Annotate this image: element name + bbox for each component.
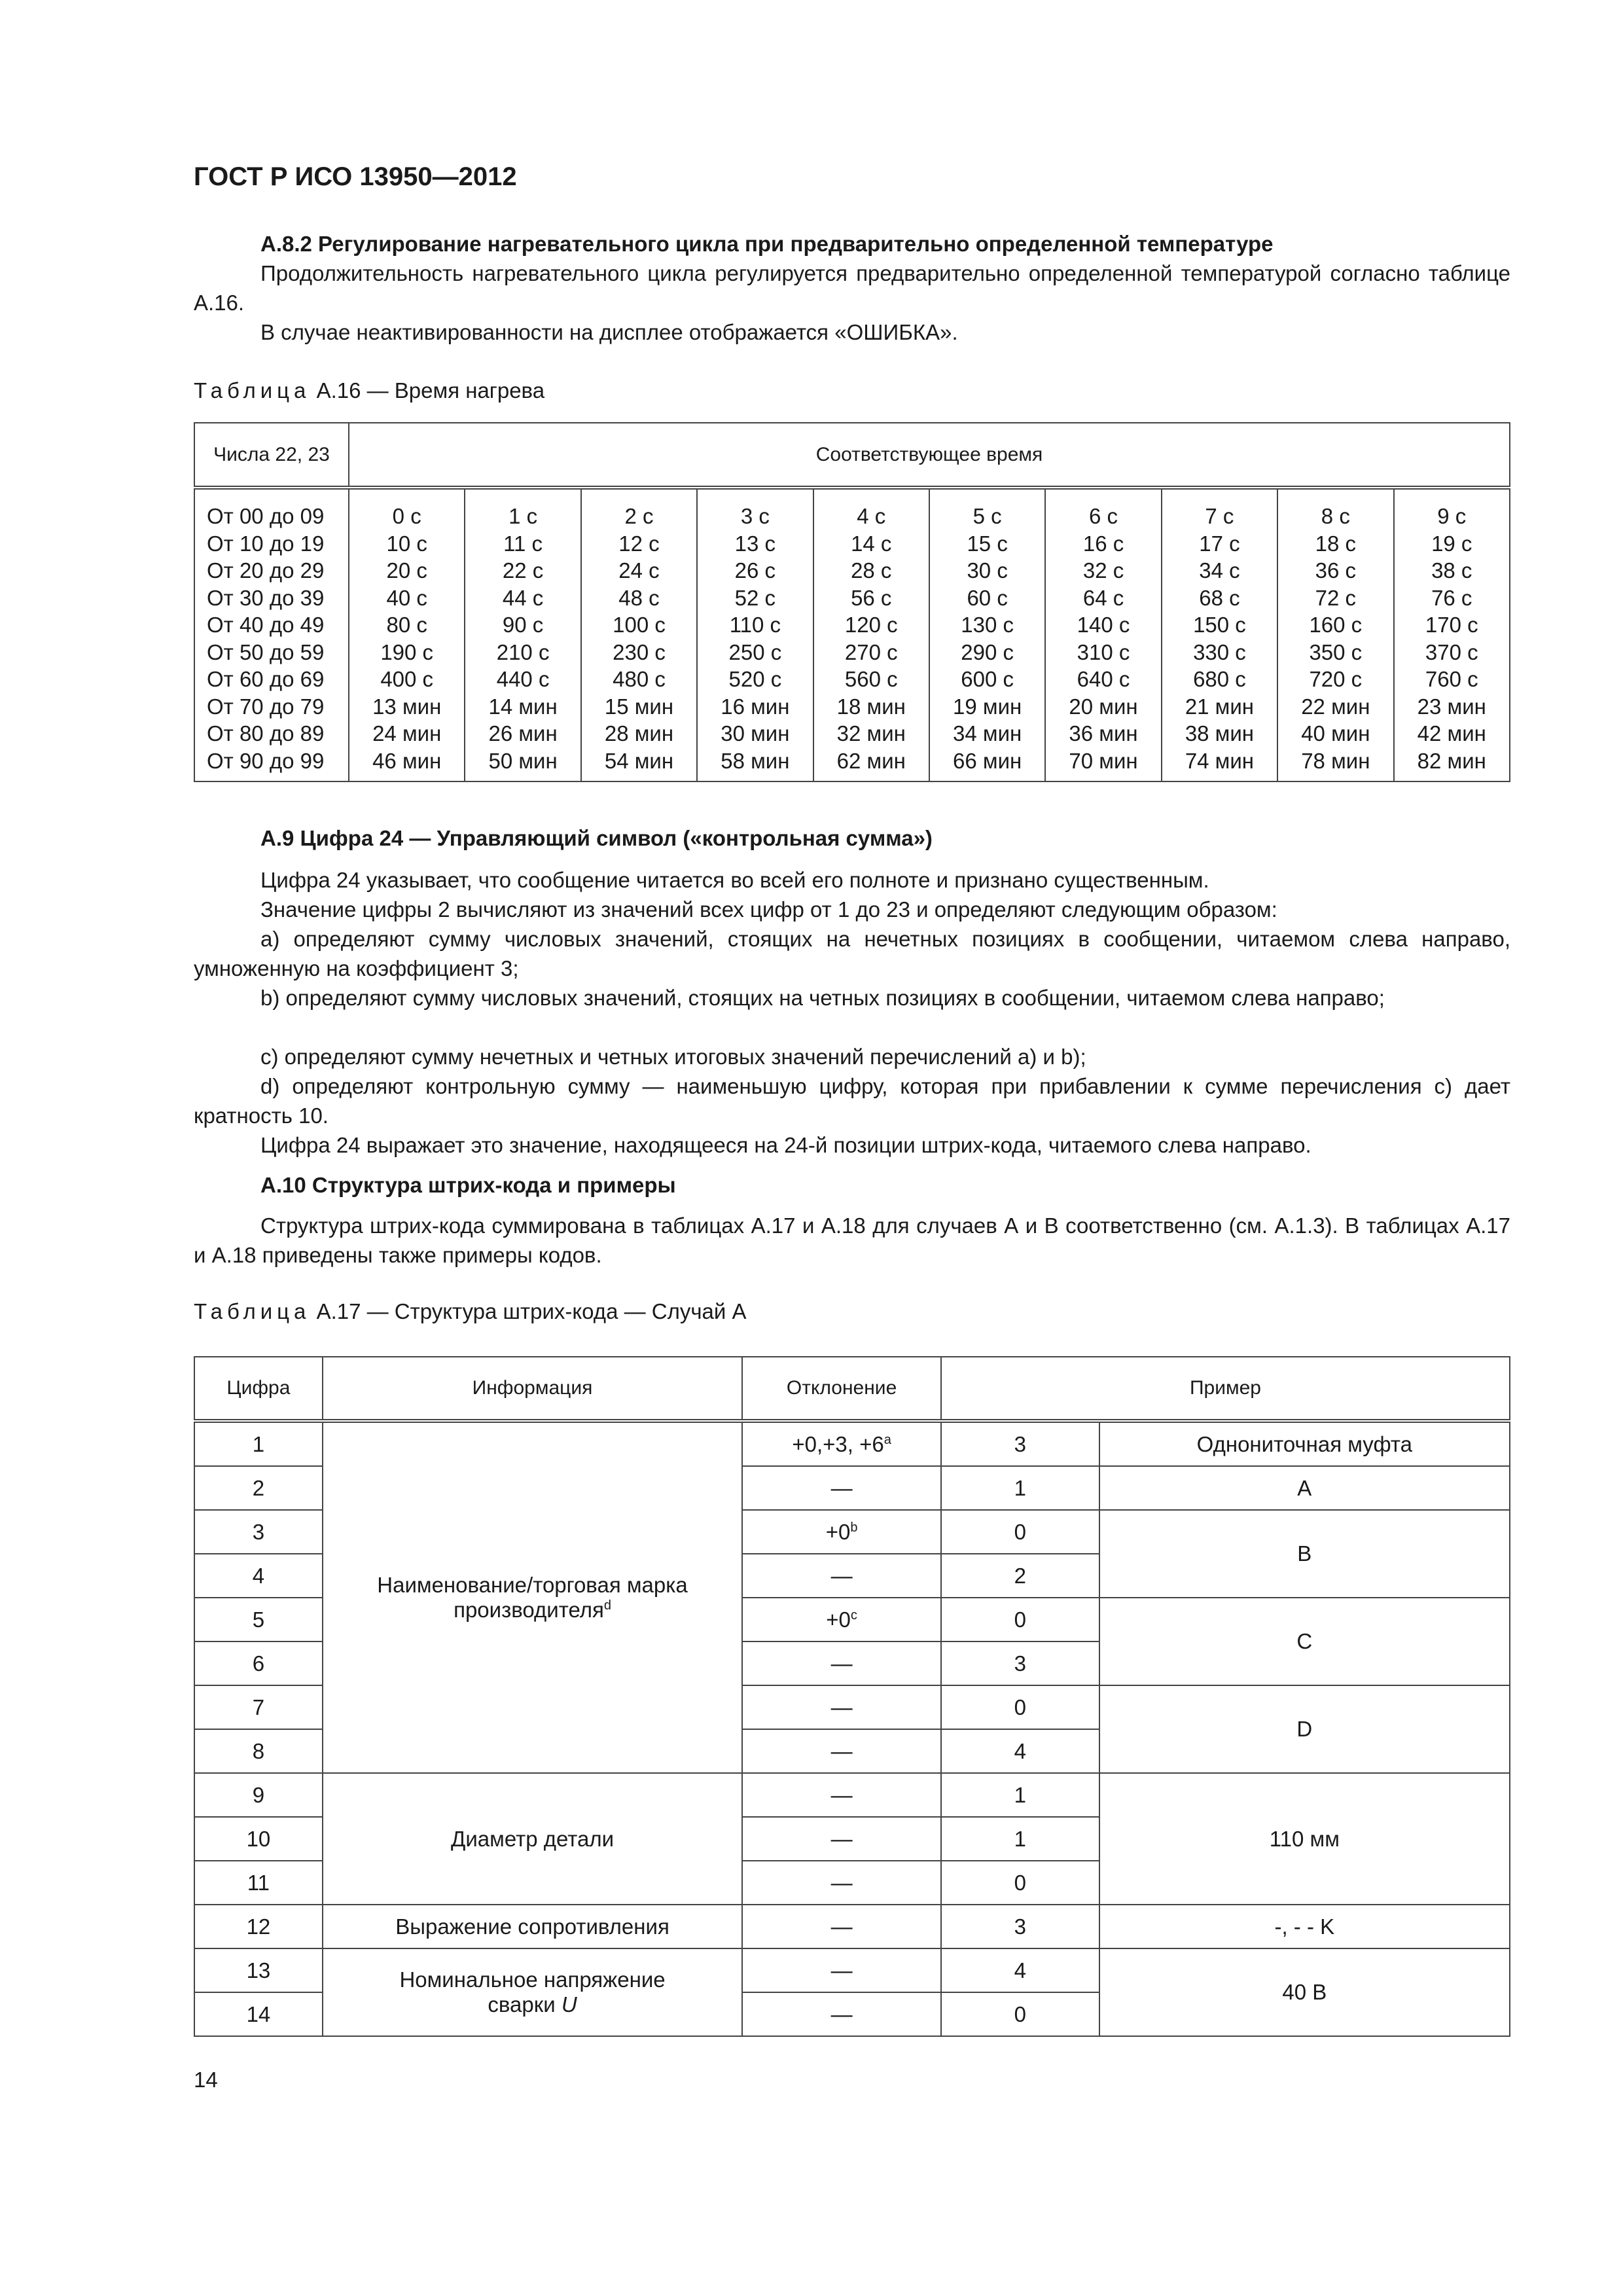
table-value: 18 мин [836, 694, 906, 719]
table-value: 230 с [613, 639, 666, 664]
table-value: 74 мин [1185, 748, 1255, 773]
paragraph: Цифра 24 выражает это значение, находящееся на 24-й позиции штрих-кода, читаемого слева направо. [260, 1133, 1311, 1157]
deviation-text: +0,+3, +6 [792, 1431, 884, 1456]
table-cell [1394, 488, 1510, 781]
table-value: 28 мин [604, 721, 674, 745]
table-value: 11 с [503, 531, 543, 556]
table-value: 36 мин [1069, 721, 1138, 745]
table-value: 34 мин [953, 721, 1022, 745]
value-cell: 3 [941, 1641, 1099, 1685]
paragraph: Продолжительность нагревательного цикла регулируется предварительно определенной температурой согласно таблице А.16. [194, 261, 1510, 315]
table-value: 330 с [1193, 639, 1246, 664]
info-cell: Выражение сопротивления [323, 1905, 742, 1948]
table-value: От 50 до 59 [207, 639, 325, 664]
table-value: 4 с [857, 504, 886, 528]
table-value: 20 с [386, 558, 427, 583]
table-value: 38 с [1431, 558, 1472, 583]
digit-cell: 9 [194, 1773, 323, 1817]
digit-cell: 2 [194, 1466, 323, 1510]
caption-word: Таблица [194, 1299, 311, 1323]
value-cell: 4 [941, 1729, 1099, 1773]
digit-cell: 5 [194, 1598, 323, 1641]
table-value: От 60 до 69 [207, 667, 325, 691]
deviation-cell [742, 1598, 941, 1641]
table-caption [194, 378, 544, 403]
paragraph: Значение цифры 2 вычисляют из значений всех цифр от 1 до 23 и определяют следующим образом: [260, 897, 1277, 922]
table-value: 40 мин [1301, 721, 1370, 745]
paragraph: Цифра 24 указывает, что сообщение читается во всей его полноте и признано существенным. [260, 868, 1209, 892]
table-value: 720 с [1309, 667, 1363, 691]
table-value: 680 с [1193, 667, 1246, 691]
table-value: 22 мин [1301, 694, 1370, 719]
caption-text: А.17 — Структура штрих-кода — Случай А [316, 1299, 747, 1323]
digit-cell: 1 [194, 1421, 323, 1466]
table-header-cell: Соответствующее время [349, 423, 1510, 488]
value-cell: 0 [941, 1861, 1099, 1905]
table-cell [581, 488, 697, 781]
table-value: 28 с [851, 558, 892, 583]
table-value: 190 с [380, 639, 434, 664]
table-row [194, 1773, 1510, 1817]
table-header-cell: Информация [323, 1357, 742, 1421]
document-header: ГОСТ Р ИСО 13950—2012 [194, 162, 517, 191]
table-row [194, 1421, 1510, 1466]
info-cell: Диаметр детали [323, 1773, 742, 1905]
footnote-mark: b [850, 1520, 858, 1535]
table-value: От 20 до 29 [207, 558, 325, 583]
paragraph: Структура штрих-кода суммирована в таблицах А.17 и А.18 для случаев А и В соответственно (см. А.1.3). В таблицах А.17 и А.18 приведены также примеры кодов. [194, 1213, 1510, 1267]
value-cell: 0 [941, 1510, 1099, 1554]
table-value: 600 с [961, 667, 1014, 691]
table-value: 100 с [613, 613, 666, 637]
table-value: 90 с [502, 613, 544, 637]
value-cell: 0 [941, 1598, 1099, 1641]
table-value: 24 с [618, 558, 660, 583]
table-value: 640 с [1077, 667, 1130, 691]
table-value: 150 с [1193, 613, 1246, 637]
table-value: 12 с [618, 531, 660, 556]
table-value: 21 мин [1185, 694, 1255, 719]
section-heading-a9: А.9 Цифра 24 — Управляющий символ («контрольная сумма») [260, 826, 933, 850]
table-value: 23 мин [1417, 694, 1486, 719]
table-value: 310 с [1077, 639, 1130, 664]
table-cell [1277, 488, 1393, 781]
table-value: 76 с [1431, 585, 1472, 610]
table-value: 24 мин [372, 721, 442, 745]
table-value: 50 мин [488, 748, 558, 773]
table-value: 5 с [972, 504, 1002, 528]
deviation-cell: — [742, 1992, 941, 2036]
table-value: От 90 до 99 [207, 748, 325, 773]
table-value: 20 мин [1069, 694, 1138, 719]
table-value: 3 с [740, 504, 770, 528]
value-cell: 1 [941, 1773, 1099, 1817]
table-value: 13 с [734, 531, 776, 556]
table-value: 760 с [1425, 667, 1478, 691]
table-value: 52 с [734, 585, 776, 610]
table-row [194, 1948, 1510, 1992]
table-value: 64 с [1082, 585, 1124, 610]
digit-cell: 3 [194, 1510, 323, 1554]
digit-cell: 14 [194, 1992, 323, 2036]
example-cell: -, - - K [1099, 1905, 1510, 1948]
caption-word: Таблица [194, 378, 311, 403]
table-value: 14 с [851, 531, 892, 556]
table-header-cell: Отклонение [742, 1357, 941, 1421]
table-value: 130 с [961, 613, 1014, 637]
table-value: 19 мин [953, 694, 1022, 719]
table-value: 70 мин [1069, 748, 1138, 773]
table-value: 14 мин [488, 694, 558, 719]
example-cell: 40 В [1099, 1948, 1510, 2036]
table-value: 82 мин [1417, 748, 1486, 773]
table-value: 9 с [1437, 504, 1467, 528]
table-value: 10 с [386, 531, 427, 556]
table-value: 290 с [961, 639, 1014, 664]
section-heading-a82: А.8.2 Регулирование нагревательного цикла при предварительно определенной температуре [260, 232, 1274, 256]
table-value: 370 с [1425, 639, 1478, 664]
table-value: 72 с [1315, 585, 1356, 610]
caption-text: А.16 — Время нагрева [316, 378, 545, 403]
table-value: 18 с [1315, 531, 1356, 556]
table-row [194, 1905, 1510, 1948]
barcode-structure-table [194, 1356, 1510, 2037]
table-value: 30 мин [721, 721, 790, 745]
deviation-cell: — [742, 1905, 941, 1948]
info-cell [323, 1948, 742, 2036]
table-row [194, 488, 1510, 781]
table-value: 17 с [1199, 531, 1240, 556]
info-text: производителя [454, 1598, 604, 1622]
table-value: 1 с [508, 504, 538, 528]
digit-cell: 6 [194, 1641, 323, 1685]
table-value: 68 с [1199, 585, 1240, 610]
table-value: 2 с [624, 504, 654, 528]
deviation-cell: — [742, 1817, 941, 1861]
digit-cell: 12 [194, 1905, 323, 1948]
table-value: 56 с [851, 585, 892, 610]
table-value: 560 с [844, 667, 898, 691]
table-header-cell: Числа 22, 23 [194, 423, 349, 488]
table-value: 36 с [1315, 558, 1356, 583]
example-cell: C [1099, 1598, 1510, 1685]
table-value: 13 мин [372, 694, 442, 719]
table-cell [1162, 488, 1277, 781]
voltage-symbol: U [561, 1992, 577, 2017]
info-text: Наименование/торговая марка [377, 1573, 688, 1597]
table-value: 16 с [1082, 531, 1124, 556]
table-value: 520 с [728, 667, 782, 691]
table-value: 16 мин [721, 694, 790, 719]
deviation-cell: — [742, 1948, 941, 1992]
table-value: 22 с [502, 558, 544, 583]
table-value: 58 мин [721, 748, 790, 773]
deviation-cell: — [742, 1861, 941, 1905]
table-value: 270 с [844, 639, 898, 664]
table-value: 110 с [729, 613, 781, 637]
table-header-cell: Пример [941, 1357, 1510, 1421]
table-value: 48 с [618, 585, 660, 610]
info-cell [323, 1421, 742, 1773]
example-cell: 110 мм [1099, 1773, 1510, 1905]
table-cell [349, 488, 465, 781]
table-value: 26 мин [488, 721, 558, 745]
digit-cell: 10 [194, 1817, 323, 1861]
table-cell [194, 488, 349, 781]
table-value: 160 с [1309, 613, 1363, 637]
example-cell: B [1099, 1510, 1510, 1598]
table-value: 66 мин [953, 748, 1022, 773]
table-value: От 80 до 89 [207, 721, 325, 745]
table-value: 42 мин [1417, 721, 1486, 745]
info-text: сварки [488, 1992, 556, 2017]
table-value: 15 мин [604, 694, 674, 719]
table-cell [929, 488, 1045, 781]
page-number: 14 [194, 2068, 218, 2092]
table-value: 7 с [1205, 504, 1234, 528]
deviation-cell: — [742, 1685, 941, 1729]
table-cell [465, 488, 580, 781]
table-value: 34 с [1199, 558, 1240, 583]
deviation-cell: — [742, 1773, 941, 1817]
list-item: d) определяют контрольную сумму — наименьшую цифру, которая при прибавлении к сумме перечисления c) дает кратность 10. [194, 1074, 1510, 1128]
deviation-cell: — [742, 1554, 941, 1598]
table-value: 32 мин [836, 721, 906, 745]
value-cell: 2 [941, 1554, 1099, 1598]
table-value: От 00 до 09 [207, 504, 325, 528]
footnote-mark: c [850, 1607, 857, 1623]
table-value: 26 с [734, 558, 776, 583]
table-cell [1045, 488, 1161, 781]
digit-cell: 7 [194, 1685, 323, 1729]
digit-cell: 4 [194, 1554, 323, 1598]
example-cell: A [1099, 1466, 1510, 1510]
value-cell: 1 [941, 1466, 1099, 1510]
table-value: От 10 до 19 [207, 531, 325, 556]
deviation-text: +0 [826, 1607, 851, 1632]
value-cell: 3 [941, 1421, 1099, 1466]
value-cell: 0 [941, 1992, 1099, 2036]
table-caption [194, 1299, 747, 1324]
deviation-text: +0 [825, 1519, 851, 1544]
section-heading-a10: А.10 Структура штрих-кода и примеры [260, 1173, 676, 1197]
table-value: 62 мин [836, 748, 906, 773]
deviation-cell: — [742, 1641, 941, 1685]
table-value: 140 с [1077, 613, 1130, 637]
example-cell: D [1099, 1685, 1510, 1773]
table-value: 440 с [496, 667, 550, 691]
list-item: c) определяют сумму нечетных и четных итоговых значений перечислений a) и b); [260, 1045, 1086, 1069]
digit-cell: 13 [194, 1948, 323, 1992]
footnote-mark: d [603, 1598, 611, 1613]
list-item: b) определяют сумму числовых значений, стоящих на четных позициях в сообщении, читаемом слева направо; [260, 986, 1385, 1010]
table-value: 46 мин [372, 748, 442, 773]
table-value: 32 с [1082, 558, 1124, 583]
table-value: 400 с [380, 667, 434, 691]
table-value: 60 с [967, 585, 1008, 610]
value-cell: 0 [941, 1685, 1099, 1729]
digit-cell: 8 [194, 1729, 323, 1773]
table-value: 38 мин [1185, 721, 1255, 745]
digit-cell: 11 [194, 1861, 323, 1905]
deviation-cell [742, 1510, 941, 1554]
table-header-cell: Цифра [194, 1357, 323, 1421]
table-value: 480 с [613, 667, 666, 691]
info-text: Номинальное напряжение [399, 1967, 666, 1992]
table-value: 44 с [502, 585, 544, 610]
value-cell: 3 [941, 1905, 1099, 1948]
example-cell: Однониточная муфта [1099, 1421, 1510, 1466]
table-value: От 70 до 79 [207, 694, 325, 719]
table-value: 19 с [1431, 531, 1472, 556]
table-value: 210 с [496, 639, 550, 664]
table-value: 54 мин [604, 748, 674, 773]
table-value: 30 с [967, 558, 1008, 583]
table-value: 78 мин [1301, 748, 1370, 773]
table-value: 250 с [728, 639, 782, 664]
paragraph: В случае неактивированности на дисплее отображается «ОШИБКА». [260, 320, 958, 344]
table-cell [697, 488, 813, 781]
table-value: 120 с [844, 613, 898, 637]
table-value: 8 с [1321, 504, 1350, 528]
value-cell: 4 [941, 1948, 1099, 1992]
table-value: От 40 до 49 [207, 613, 325, 637]
deviation-cell: — [742, 1729, 941, 1773]
table-value: 350 с [1309, 639, 1363, 664]
table-cell [813, 488, 929, 781]
table-value: 15 с [967, 531, 1008, 556]
value-cell: 1 [941, 1817, 1099, 1861]
table-value: 170 с [1425, 613, 1478, 637]
table-value: 40 с [386, 585, 427, 610]
heating-time-table [194, 422, 1510, 782]
table-value: 80 с [386, 613, 427, 637]
deviation-cell [742, 1421, 941, 1466]
list-item: a) определяют сумму числовых значений, стоящих на нечетных позициях в сообщении, читаемом слева направо, умноженную на коэффициент 3; [194, 927, 1510, 980]
deviation-cell: — [742, 1466, 941, 1510]
table-value: 0 с [392, 504, 421, 528]
table-value: 6 с [1089, 504, 1118, 528]
table-value: От 30 до 39 [207, 585, 325, 610]
footnote-mark: a [883, 1432, 891, 1447]
